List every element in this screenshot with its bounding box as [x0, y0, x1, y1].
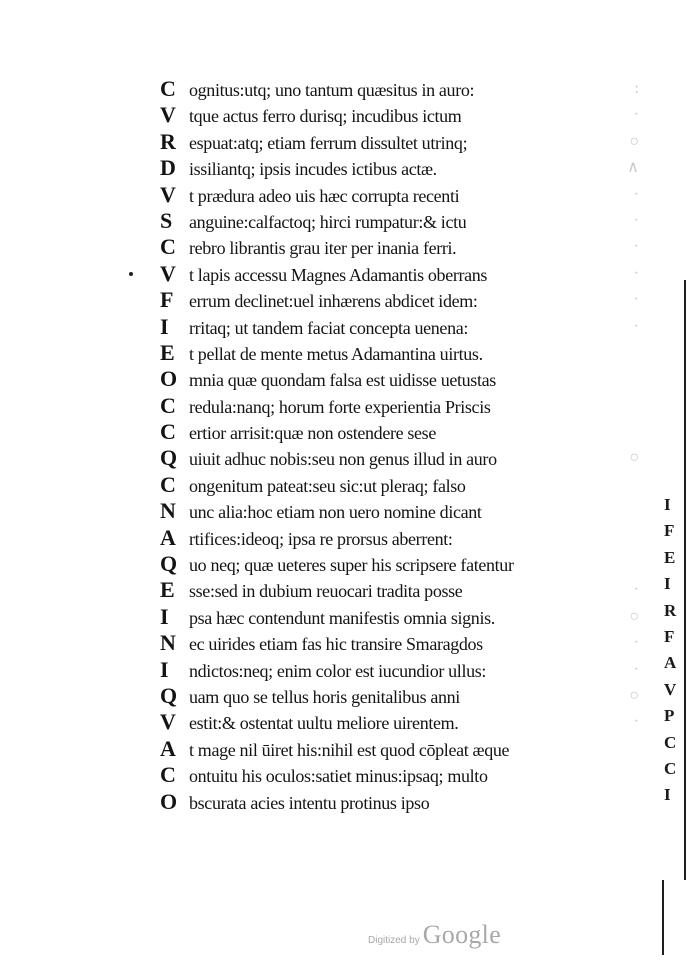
bleed-through-mark: [582, 525, 642, 551]
next-page-initials: [664, 492, 686, 809]
bleed-through-mark: [582, 340, 642, 366]
bleed-through-mark: [582, 393, 642, 419]
verse-initial: V: [160, 102, 176, 128]
verse-text: bscurata acies intentu protinus ipso: [189, 792, 430, 813]
verse-line: [160, 366, 630, 392]
next-page-initial: I: [664, 495, 671, 514]
verse-text: redula:nanq; horum forte experientia Priscis: [189, 396, 491, 417]
verse-initial: N: [160, 630, 176, 656]
verse-initial: D: [160, 155, 176, 181]
bleed-through-mark: [582, 789, 642, 815]
verse-initial: F: [160, 287, 174, 313]
verse-text: anguine:calfactoq; hirci rumpatur:& ictu: [189, 211, 467, 232]
next-page-initial: A: [664, 653, 677, 673]
verse-initial: C: [160, 392, 176, 418]
bleed-through-mark: ○: [629, 132, 642, 150]
verse-line: [160, 498, 630, 524]
bleed-through-mark: ·: [633, 581, 642, 599]
next-page-initial: C: [664, 732, 677, 752]
next-page-edge-lower: [662, 880, 664, 955]
verse-initial: O: [160, 366, 178, 392]
verse-line: [160, 208, 630, 234]
verse-line: [160, 630, 630, 656]
next-page-initial: F: [664, 626, 675, 646]
verse-initial: C: [160, 76, 176, 101]
verse-text: ontuitu his oculos:satiet minus:ipsaq; multo: [189, 766, 488, 787]
verse-line: [160, 76, 630, 102]
verse-text: rebro librantis grau iter per inania ferri.: [189, 238, 457, 259]
bleed-through-mark: ·: [633, 238, 642, 256]
google-logo: Google: [422, 920, 502, 949]
verse-text: estit:& ostentat uultu meliore uirentem.: [189, 713, 459, 734]
verse-initial: V: [160, 260, 176, 286]
verse-line: [160, 577, 630, 603]
digitized-by-label: Digitized by: [368, 935, 420, 946]
verse-line: [160, 393, 630, 419]
bleed-through-mark: ·: [633, 211, 642, 229]
verse-text: ec uirides etiam fas hic transire Smaragdos: [189, 634, 483, 655]
verse-text: uam quo se tellus horis genitalibus anni: [189, 686, 460, 707]
bleed-through-mark: [582, 551, 642, 577]
verse-text: errum declinet:uel inhærens abdicet idem:: [189, 291, 478, 312]
verse-line: [160, 683, 630, 709]
bleed-through-marks: [582, 76, 642, 815]
verse-initial: C: [160, 234, 176, 260]
next-page-initial: I: [664, 785, 671, 805]
verse-text: t lapis accessu Magnes Adamantis oberrans: [189, 264, 488, 285]
verse-line: [160, 261, 630, 287]
verse-initial: I: [160, 313, 169, 339]
bleed-through-mark: ·: [633, 106, 642, 124]
verse-line: [160, 234, 630, 260]
verse-initial: S: [160, 207, 173, 233]
verse-text: mnia quæ quondam falsa est uidisse uetustas: [189, 370, 496, 391]
verse-initial: V: [160, 709, 176, 735]
bleed-through-mark: ·: [633, 185, 642, 203]
bleed-through-mark: ·: [633, 264, 642, 282]
verse-initial: R: [160, 128, 176, 154]
verse-text: t pellat de mente metus Adamantina uirtus.: [189, 343, 483, 364]
verse-initial: O: [160, 788, 178, 814]
verse-line: [160, 709, 630, 735]
verse-initial: C: [160, 471, 176, 497]
verse-line: [160, 789, 630, 815]
bleed-through-mark: ∧: [627, 159, 642, 177]
bleed-through-mark: [582, 366, 642, 392]
next-page-initial: R: [664, 600, 677, 620]
verse-text: uo neq; quæ ueteres super his scripsere fatentur: [189, 555, 514, 576]
bleed-through-mark: ·: [633, 291, 642, 309]
margin-dot: [129, 272, 133, 276]
bleed-through-mark: ·: [633, 660, 642, 678]
bleed-through-mark: [582, 736, 642, 762]
verse-initial: Q: [160, 682, 178, 708]
next-page-initial: C: [664, 758, 677, 778]
verse-initial: A: [160, 735, 176, 761]
verse-text: uiuit adhuc nobis:seu non genus illud in auro: [189, 449, 497, 470]
verse-text: rtifices:ideoq; ipsa re prorsus aberrent:: [189, 528, 453, 549]
verse-line: [160, 604, 630, 630]
verse-text: tque actus ferro durisq; incudibus ictum: [189, 106, 462, 127]
verse-initial: A: [160, 524, 176, 550]
bleed-through-mark: ·: [633, 713, 642, 731]
verse-line: [160, 657, 630, 683]
verse-line: [160, 340, 630, 366]
verse-line: [160, 762, 630, 788]
verse-text: t prædura adeo uis hæc corrupta recenti: [189, 185, 460, 206]
verse-initial: E: [160, 339, 175, 365]
verse-line: [160, 445, 630, 471]
verse-initial: V: [160, 181, 176, 207]
verse-text: t mage nil ūiret his:nihil est quod cōpleat æque: [189, 739, 510, 760]
bleed-through-mark: ·: [633, 317, 642, 335]
verse-initial: Q: [160, 445, 178, 471]
next-page-initial: I: [664, 574, 671, 594]
verse-text: espuat:atq; etiam ferrum dissultet utrinq;: [189, 132, 468, 153]
verse-line: [160, 155, 630, 181]
bleed-through-mark: ○: [629, 686, 642, 704]
verse-initial: N: [160, 498, 176, 524]
verse-text: ndictos:neq; enim color est iucundior ullus:: [189, 660, 487, 681]
verse-line: [160, 472, 630, 498]
verse-text: unc alia:hoc etiam non uero nomine dicant: [189, 502, 482, 523]
verse-text: ognitus:utq; uno tantum quæsitus in auro:: [189, 80, 475, 100]
verse-line: [160, 551, 630, 577]
bleed-through-mark: [582, 472, 642, 498]
verse-text: rritaq; ut tandem faciat concepta uenena:: [189, 317, 469, 338]
verse-line: [160, 419, 630, 445]
next-page-initial: F: [664, 521, 675, 541]
verse-initial: I: [160, 656, 169, 682]
verse-line: [160, 129, 630, 155]
verse-initial: I: [160, 603, 169, 629]
verse-line: [160, 182, 630, 208]
verse-list: [160, 76, 630, 815]
verse-initial: Q: [160, 551, 178, 577]
verse-text: ongenitum pateat:seu sic:ut pleraq; falso: [189, 475, 466, 496]
next-page-initial: E: [664, 547, 676, 567]
verse-text: ertior arrisit:quæ non ostendere sese: [189, 423, 436, 444]
bleed-through-mark: [582, 762, 642, 788]
verse-line: [160, 102, 630, 128]
verse-initial: E: [160, 577, 175, 603]
next-page-initial: P: [664, 706, 675, 726]
verse-line: [160, 314, 630, 340]
verse-initial: C: [160, 762, 176, 788]
verse-initial: C: [160, 419, 176, 445]
verse-text: psa hæc contendunt manifestis omnia signis.: [189, 607, 495, 628]
verse-line: [160, 736, 630, 762]
bleed-through-mark: ○: [629, 449, 642, 467]
bleed-through-mark: ○: [629, 607, 642, 625]
bleed-through-mark: [582, 498, 642, 524]
digitized-by-google-watermark: [368, 920, 501, 950]
bleed-through-mark: [582, 419, 642, 445]
verse-text: issiliantq; ipsis incudes ictibus actæ.: [189, 159, 437, 180]
bleed-through-mark: ·: [633, 634, 642, 652]
verse-line: [160, 287, 630, 313]
next-page-initial: V: [664, 679, 677, 699]
verse-line: [160, 525, 630, 551]
bleed-through-mark: :: [634, 80, 642, 97]
verse-text: sse:sed in dubium reuocari tradita posse: [189, 581, 463, 602]
